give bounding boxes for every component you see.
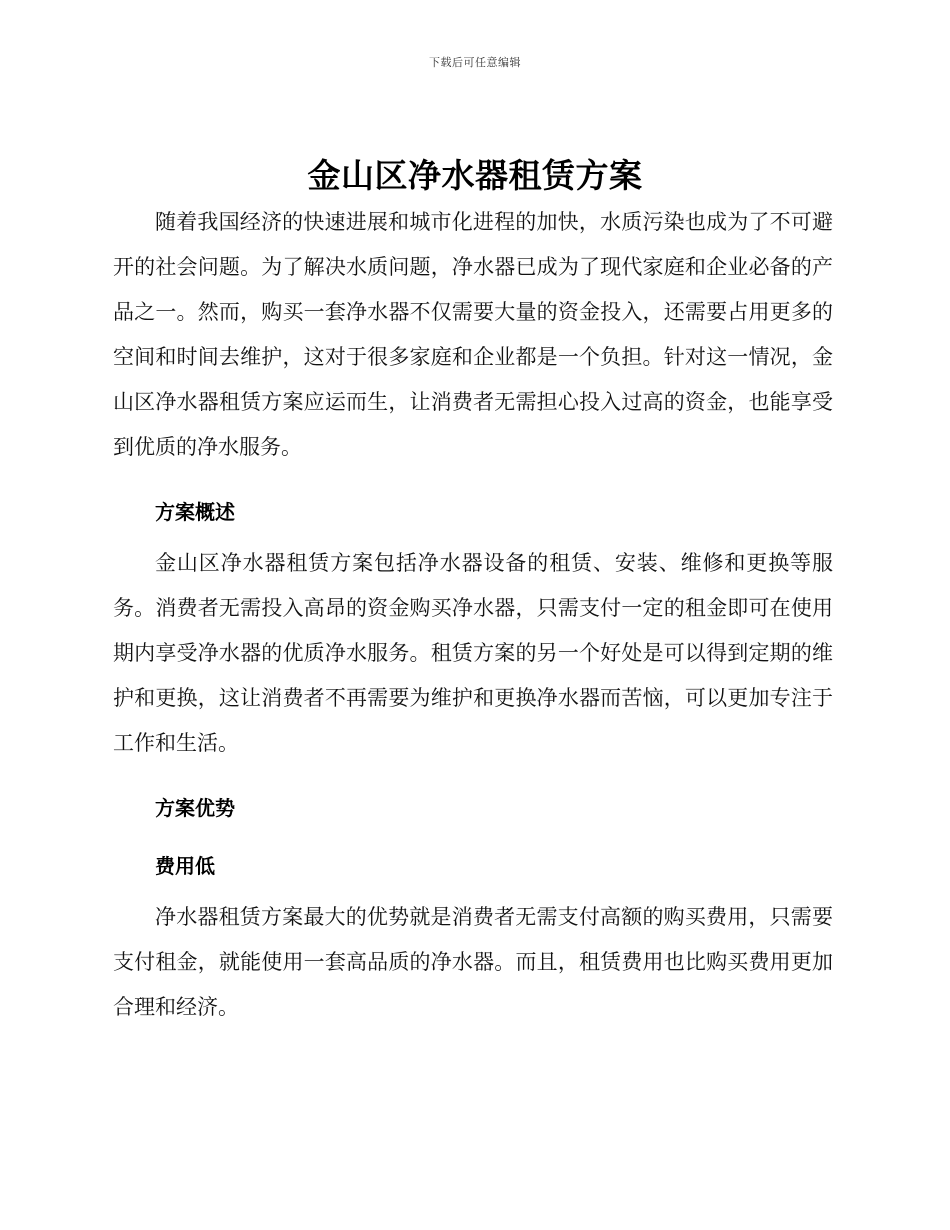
header-note: 下载后可任意编辑: [429, 56, 521, 69]
section-heading-overview: 方案概述: [155, 500, 235, 524]
section-heading-advantages: 方案优势: [155, 796, 235, 820]
document-body: [113, 200, 833, 1030]
document-title: 金山区净水器租赁方案: [307, 156, 643, 195]
subsection-heading-low-cost: 费用低: [155, 854, 215, 878]
intro-paragraph: 随着我国经济的快速进展和城市化进程的加快，水质污染也成为了不可避开的社会问题。为了解决水质问题，净水器已成为了现代家庭和企业必备的产品之一。然而，购买一套净水器不仅需要大量的资金投入，还需要占用更多的空间和时间去维护，这对于很多家庭和企业都是一个负担。针对这一情况，金山区净水器租赁方案应运而生，让消费者无需担心投入过高的资金，也能享受到优质的净水服务。: [113, 210, 833, 459]
low-cost-paragraph: 净水器租赁方案最大的优势就是消费者无需支付高额的购买费用，只需要支付租金，就能使用一套高品质的净水器。而且，租赁费用也比购买费用更加合理和经济。: [113, 905, 833, 1019]
overview-paragraph: 金山区净水器租赁方案包括净水器设备的租赁、安装、维修和更换等服务。消费者无需投入高昂的资金购买净水器，只需支付一定的租金即可在使用期内享受净水器的优质净水服务。租赁方案的另一个好处是可以得到定期的维护和更换，这让消费者不再需要为维护和更换净水器而苦恼，可以更加专注于工作和生活。: [113, 551, 833, 755]
